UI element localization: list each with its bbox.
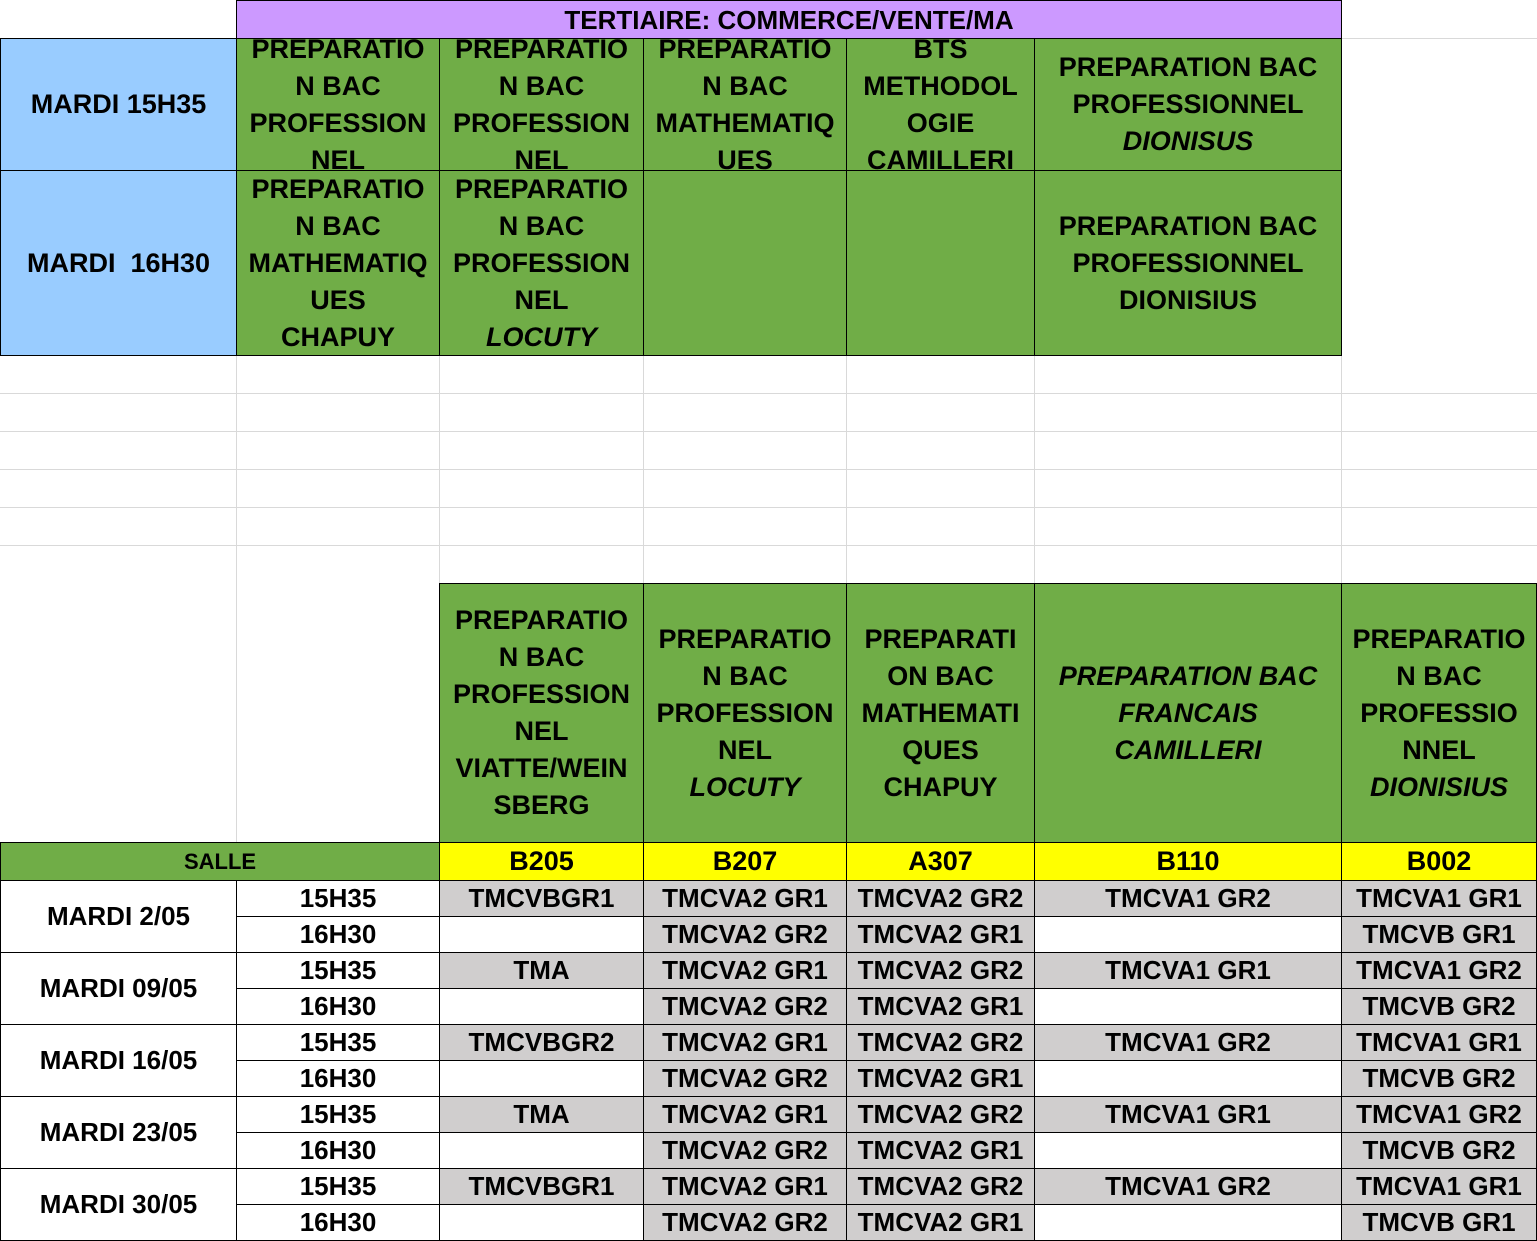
group-cell <box>643 952 847 989</box>
session-date <box>0 1168 237 1241</box>
group-cell <box>439 1168 644 1205</box>
group-code: TMCVA2 GR2 <box>662 919 828 949</box>
group-code: TMCVB GR1 <box>1362 919 1516 949</box>
group-cell <box>439 916 644 953</box>
group-code: TMCVBGR1 <box>468 883 615 913</box>
top-row-label <box>0 170 237 356</box>
group-cell <box>643 1096 847 1133</box>
room-number: B002 <box>1406 846 1472 876</box>
time-slot <box>236 1096 440 1133</box>
time-slot-text: 15H35 <box>299 955 377 985</box>
course-line: BTS <box>913 38 968 64</box>
group-cell <box>439 988 644 1025</box>
course-line: N BAC <box>702 70 788 101</box>
row-label-text: MARDI 15H35 <box>30 89 207 119</box>
gridline <box>0 393 1537 394</box>
course-line: QUES <box>902 734 979 765</box>
course-line: PREPARATIO <box>658 38 832 64</box>
group-cell <box>439 880 644 917</box>
group-cell <box>643 1132 847 1169</box>
course-line: N BAC <box>1396 660 1482 691</box>
group-code: TMCVA1 GR2 <box>1105 1171 1271 1201</box>
banner-text: TERTIAIRE: COMMERCE/VENTE/MA <box>564 4 1014 35</box>
group-cell <box>1034 1168 1342 1205</box>
teacher-name: CHAPUY <box>883 771 998 802</box>
group-code: TMCVA2 GR2 <box>857 955 1024 985</box>
salle-text: SALLE <box>183 849 257 874</box>
group-cell <box>643 1204 847 1241</box>
time-slot <box>236 1060 440 1097</box>
time-slot <box>236 1168 440 1205</box>
course-line: PREPARATIO <box>658 623 832 654</box>
section-banner <box>236 0 1342 39</box>
time-slot <box>236 1024 440 1061</box>
group-cell <box>643 1168 847 1205</box>
group-cell <box>1034 1132 1342 1169</box>
time-slot <box>236 1132 440 1169</box>
time-slot-text: 15H35 <box>299 1027 377 1057</box>
time-slot-text: 16H30 <box>299 919 377 949</box>
time-slot-text: 16H30 <box>299 1135 377 1165</box>
group-cell <box>846 952 1035 989</box>
group-code: TMCVA2 GR2 <box>857 1027 1024 1057</box>
course-line: ON BAC <box>887 660 994 691</box>
course-line: NEL <box>514 716 569 746</box>
salle-label <box>0 842 440 881</box>
teacher-name: LOCUTY <box>689 771 801 802</box>
group-cell <box>439 1096 644 1133</box>
group-cell <box>846 1024 1035 1061</box>
group-cell <box>1034 1204 1342 1241</box>
session-date-text: MARDI 30/05 <box>39 1189 198 1219</box>
group-cell <box>643 916 847 953</box>
gridline <box>0 545 1537 546</box>
teacher-name: CAMILLERI <box>1114 734 1262 765</box>
course-line: PROFESSION <box>452 107 631 138</box>
group-code: TMCVA1 GR2 <box>1105 883 1271 913</box>
course-cell <box>439 170 644 356</box>
group-cell <box>1341 1132 1537 1169</box>
room-cell <box>1341 842 1537 881</box>
group-code: TMCVA2 GR2 <box>662 1135 828 1165</box>
course-line: PROFESSION <box>249 107 427 138</box>
group-cell <box>1341 1024 1537 1061</box>
course-cell <box>236 38 440 171</box>
course-line: CAMILLERI <box>867 144 1014 171</box>
group-code: TMCVA2 GR1 <box>857 919 1024 949</box>
course-line: N BAC <box>498 70 585 101</box>
room-number: A307 <box>908 846 973 876</box>
time-slot <box>236 880 440 917</box>
top-row-label <box>0 38 237 171</box>
group-cell <box>1341 988 1537 1025</box>
group-cell <box>846 1204 1035 1241</box>
group-code: TMCVB GR1 <box>1362 1207 1516 1237</box>
group-code: TMCVA2 GR1 <box>857 1063 1024 1093</box>
group-code: TMCVA1 GR2 <box>1356 955 1522 985</box>
group-cell <box>439 1060 644 1097</box>
course-cell <box>846 38 1035 171</box>
time-slot <box>236 988 440 1025</box>
room-cell <box>1034 842 1342 881</box>
group-code: TMCVA2 GR2 <box>662 1207 828 1237</box>
course-line: PROFESSIONNEL <box>1072 89 1304 119</box>
course-line: PROFESSION <box>452 247 631 278</box>
course-line: N BAC <box>498 210 585 241</box>
time-slot <box>236 1204 440 1241</box>
group-cell <box>643 1024 847 1061</box>
course-line: PROFESSION <box>656 697 834 728</box>
room-number: B207 <box>712 846 778 876</box>
group-cell <box>846 880 1035 917</box>
group-code: TMCVB GR2 <box>1362 1063 1516 1093</box>
course-line: PREPARATION BAC <box>1058 52 1318 82</box>
group-code: TMCVA2 GR2 <box>857 883 1024 913</box>
course-line: PREPARATIO <box>251 38 425 64</box>
course-line: UES <box>310 284 366 315</box>
time-slot <box>236 952 440 989</box>
course-line: NNEL <box>1402 734 1476 765</box>
room-number: B205 <box>509 846 574 876</box>
room-cell <box>846 842 1035 881</box>
row-label-text: MARDI 16H30 <box>26 247 211 278</box>
course-cell <box>1034 170 1342 356</box>
course-line: PREPARATION BAC <box>1058 210 1318 241</box>
gridline <box>0 507 1537 508</box>
teacher-name: DIONISUS <box>1122 126 1254 156</box>
group-code: TMCVA2 GR2 <box>857 1099 1024 1129</box>
group-cell <box>1034 916 1342 953</box>
course-line: PREPARATIO <box>251 173 425 204</box>
group-cell <box>846 1096 1035 1133</box>
group-code: TMCVA2 GR1 <box>857 1207 1024 1237</box>
group-cell <box>1341 880 1537 917</box>
course-line: PREPARATI <box>864 623 1017 654</box>
session-date <box>0 880 237 953</box>
group-code: TMCVA1 GR2 <box>1356 1099 1522 1129</box>
group-code: TMCVA2 GR1 <box>662 1027 828 1057</box>
course-header <box>1034 583 1342 843</box>
teacher-name: CHAPUY <box>280 321 395 352</box>
group-cell <box>846 916 1035 953</box>
course-line: PREPARATION BAC <box>1058 660 1318 691</box>
group-code: TMCVB GR2 <box>1362 1135 1516 1165</box>
group-cell <box>1034 952 1342 989</box>
course-line: PROFESSIO <box>1360 697 1518 728</box>
course-line: METHODOL <box>863 70 1018 101</box>
empty-course-cell <box>846 170 1035 356</box>
course-line: UES <box>717 144 773 171</box>
session-date <box>0 952 237 1025</box>
room-cell <box>439 842 644 881</box>
group-code: TMCVA2 GR1 <box>662 955 828 985</box>
empty-course-cell <box>643 170 847 356</box>
time-slot-text: 16H30 <box>299 1063 377 1093</box>
group-code: TMCVA2 GR1 <box>857 991 1024 1021</box>
group-cell <box>1341 1168 1537 1205</box>
group-code: TMCVA2 GR1 <box>662 1171 828 1201</box>
session-date-text: MARDI 2/05 <box>46 901 191 931</box>
group-cell <box>846 1132 1035 1169</box>
group-cell <box>1034 880 1342 917</box>
room-number: B110 <box>1156 846 1220 876</box>
group-code: TMCVA1 GR1 <box>1356 1171 1522 1201</box>
gridline <box>0 431 1537 432</box>
course-header <box>1341 583 1537 843</box>
teacher-name: DIONISIUS <box>1118 284 1258 315</box>
teacher-name: LOCUTY <box>486 321 597 352</box>
session-date-text: MARDI 23/05 <box>39 1117 198 1147</box>
group-cell <box>439 1024 644 1061</box>
time-slot-text: 15H35 <box>299 1099 377 1129</box>
course-cell <box>643 38 847 171</box>
course-header <box>846 583 1035 843</box>
group-cell <box>1341 1060 1537 1097</box>
group-code: TMCVA2 GR2 <box>662 1063 828 1093</box>
group-code: TMCVA1 GR1 <box>1105 1099 1271 1129</box>
group-cell <box>1341 1096 1537 1133</box>
group-cell <box>1034 1024 1342 1061</box>
time-slot-text: 16H30 <box>299 1207 377 1237</box>
group-cell <box>1341 952 1537 989</box>
course-line: OGIE <box>906 107 975 138</box>
course-line: PREPARATIO <box>1352 623 1526 654</box>
course-line: N BAC <box>295 210 381 241</box>
group-code: TMCVBGR1 <box>468 1171 615 1201</box>
time-slot-text: 15H35 <box>299 1171 377 1201</box>
group-code: TMCVA1 GR1 <box>1356 1027 1522 1057</box>
teacher-name: SBERG <box>493 790 590 820</box>
group-cell <box>643 1060 847 1097</box>
session-date <box>0 1096 237 1169</box>
course-line: N BAC <box>295 70 381 101</box>
group-cell <box>439 1132 644 1169</box>
group-cell <box>1034 988 1342 1025</box>
course-cell <box>1034 38 1342 171</box>
course-cell <box>439 38 644 171</box>
group-code: TMCVB GR2 <box>1362 991 1516 1021</box>
group-cell <box>439 1204 644 1241</box>
course-line: NEL <box>514 284 569 315</box>
group-cell <box>1034 1060 1342 1097</box>
course-header <box>643 583 847 843</box>
group-cell <box>846 1168 1035 1205</box>
group-cell <box>643 988 847 1025</box>
course-cell <box>236 170 440 356</box>
course-line: PROFESSION <box>452 679 631 709</box>
time-slot-text: 16H30 <box>299 991 377 1021</box>
session-date <box>0 1024 237 1097</box>
session-date-text: MARDI 16/05 <box>39 1045 198 1075</box>
course-line: N BAC <box>702 660 788 691</box>
course-line: MATHEMATIQ <box>248 247 428 278</box>
group-code: TMCVA1 GR2 <box>1105 1027 1271 1057</box>
group-cell <box>846 988 1035 1025</box>
course-line: NEL <box>311 144 365 171</box>
group-cell <box>1341 1204 1537 1241</box>
course-line: N BAC <box>498 642 585 672</box>
time-slot <box>236 916 440 953</box>
teacher-name: DIONISIUS <box>1369 771 1509 802</box>
group-cell <box>439 952 644 989</box>
course-line: NEL <box>718 734 772 765</box>
group-code: TMA <box>513 1099 570 1129</box>
room-cell <box>643 842 847 881</box>
group-code: TMCVA2 GR1 <box>662 883 828 913</box>
group-code: TMCVA1 GR1 <box>1356 883 1522 913</box>
group-code: TMCVA2 GR1 <box>857 1135 1024 1165</box>
group-cell <box>643 880 847 917</box>
group-code: TMA <box>513 955 570 985</box>
group-cell <box>1341 916 1537 953</box>
group-code: TMCVA2 GR2 <box>857 1171 1024 1201</box>
teacher-name: VIATTE/WEIN <box>455 753 628 783</box>
group-code: TMCVA1 GR1 <box>1105 955 1271 985</box>
gridline <box>0 469 1537 470</box>
group-code: TMCVA2 GR2 <box>662 991 828 1021</box>
group-code: TMCVBGR2 <box>468 1027 615 1057</box>
group-cell <box>1034 1096 1342 1133</box>
time-slot-text: 15H35 <box>299 883 377 913</box>
course-line: PREPARATIO <box>454 173 628 204</box>
course-line: NEL <box>514 144 569 171</box>
group-cell <box>846 1060 1035 1097</box>
course-line: MATHEMATIQ <box>655 107 835 138</box>
course-line: FRANCAIS <box>1118 697 1258 728</box>
group-code: TMCVA2 GR1 <box>662 1099 828 1129</box>
course-line: MATHEMATI <box>861 697 1020 728</box>
session-date-text: MARDI 09/05 <box>39 973 198 1003</box>
course-line: PREPARATIO <box>454 38 628 64</box>
course-line: PROFESSIONNEL <box>1072 247 1304 278</box>
course-header <box>439 583 644 843</box>
course-line: PREPARATIO <box>454 605 628 635</box>
